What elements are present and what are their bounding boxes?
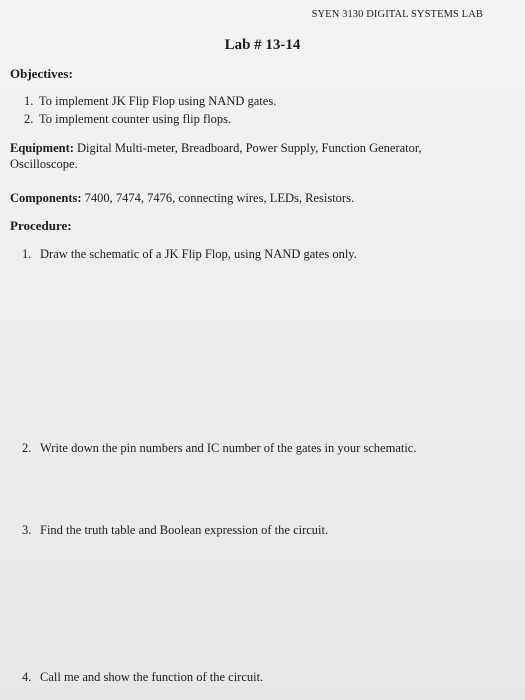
step-text: Draw the schematic of a JK Flip Flop, using NAND gates only.: [40, 247, 357, 261]
procedure-step: [22, 523, 328, 538]
objective-item: [24, 94, 276, 109]
procedure-step: [22, 247, 357, 262]
step-text: Call me and show the function of the circuit.: [40, 670, 264, 684]
procedure-step: [22, 670, 263, 685]
equipment-paragraph: [10, 140, 490, 172]
procedure-heading: Procedure:: [10, 218, 72, 233]
step-number: 4.: [22, 670, 32, 684]
objective-text: To implement JK Flip Flop using NAND gates.: [39, 94, 277, 108]
objectives-list: [24, 94, 276, 130]
step-text: Write down the pin numbers and IC number of the gates in your schematic.: [40, 441, 417, 455]
equipment-label: Equipment:: [10, 141, 74, 155]
objective-number: 2.: [24, 112, 34, 126]
course-header: SYEN 3130 DIGITAL SYSTEMS LAB: [311, 9, 483, 20]
step-number: 1.: [22, 247, 32, 261]
objective-item: [24, 112, 276, 127]
step-number: 3.: [22, 523, 32, 537]
step-number: 2.: [22, 441, 32, 455]
lab-title: Lab # 13-14: [224, 37, 301, 53]
procedure-step: [22, 441, 416, 456]
objectives-heading: Objectives:: [10, 66, 73, 81]
objective-number: 1.: [24, 94, 34, 108]
step-text: Find the truth table and Boolean expression of the circuit.: [40, 523, 329, 537]
components-paragraph: [10, 190, 490, 206]
objective-text: To implement counter using flip flops.: [39, 112, 232, 126]
equipment-text: Digital Multi-meter, Breadboard, Power Supply, Function Generator, Oscilloscope.: [10, 141, 422, 171]
components-label: Components:: [10, 191, 82, 205]
components-text: 7400, 7474, 7476, connecting wires, LEDs, Resistors.: [81, 191, 355, 205]
